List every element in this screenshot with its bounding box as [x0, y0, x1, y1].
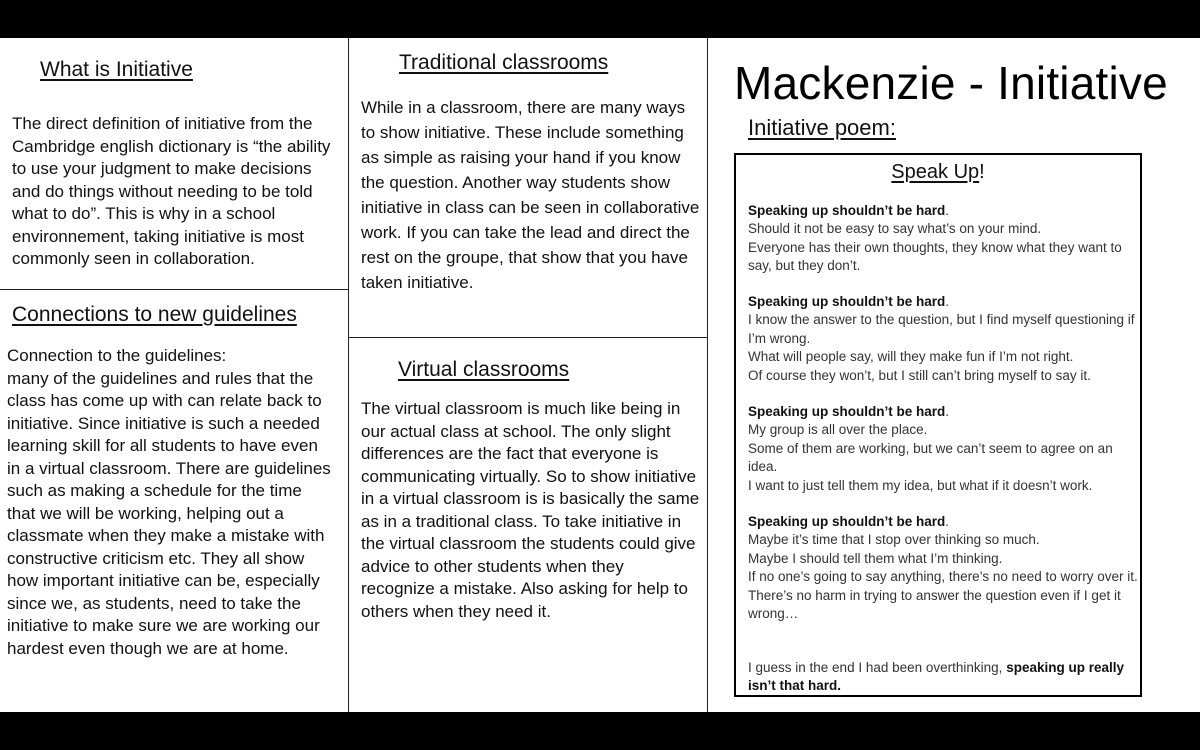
virtual-classrooms-panel	[348, 337, 708, 712]
poem-stanza-4	[748, 513, 1138, 623]
poem-label: Initiative poem:	[748, 115, 896, 140]
connections-heading: Connections to new guidelines	[12, 303, 297, 326]
poem-final-line	[748, 659, 1138, 696]
poem-line: Some of them are working, but we can’t seem to agree on an idea.	[748, 440, 1113, 475]
what-is-initiative-panel	[0, 38, 349, 290]
stanza-2-refrain	[748, 293, 1138, 311]
final-plain: I guess in the end I had been overthinking,	[748, 660, 1007, 675]
connections-text	[7, 345, 332, 660]
final-bold: speaking up really isn’t that hard.	[748, 660, 1124, 694]
refrain-punct: .	[945, 404, 950, 419]
virtual-classrooms-text: The virtual classroom is much like being in our actual class at school. The only slight differences are the fact that everyone is communicating virtually. So to show initiative in a virtual classroom is is basically the same as in a traditional class. To take initiative in the virtual classroom the students could give advice to other students when they recognize a mistake. Also asking for help to others when they need it.	[361, 399, 700, 621]
poem-line: Of course they won’t, but I still can’t bring myself to say it.	[748, 367, 1091, 383]
page-title: Mackenzie - Initiative	[734, 57, 1168, 109]
poem-box	[734, 153, 1142, 697]
what-is-initiative-text: The direct definition of initiative from the Cambridge english dictionary is “the ability to use your judgment to make decisions and do things without needing to be told what to do”. This is why in a school environnement, taking initiative is most commonly seen in collaboration.	[12, 114, 331, 268]
refrain-text: Speaking up shouldn’t be hard	[748, 514, 946, 529]
poem-line: What will people say, will they make fun if I’m not right.	[748, 349, 1074, 365]
poem-panel	[707, 38, 1200, 712]
poem-final-stanza	[748, 659, 1138, 696]
connections-panel	[0, 289, 349, 712]
poem-stanza-1	[748, 202, 1138, 276]
connections-intro: Connection to the guidelines:	[7, 346, 227, 365]
poem-line: Everyone has their own thoughts, they know what they want to say, but they don’t.	[748, 239, 1122, 274]
slide	[0, 38, 1200, 712]
poem-line: My group is all over the place.	[748, 422, 928, 438]
refrain-text: Speaking up shouldn’t be hard	[748, 294, 946, 309]
stanza-4-refrain	[748, 513, 1138, 531]
stanza-3-refrain	[748, 403, 1138, 421]
what-is-initiative-heading: What is Initiative	[40, 58, 193, 81]
virtual-classrooms-heading: Virtual classrooms	[398, 358, 570, 381]
refrain-text: Speaking up shouldn’t be hard	[748, 203, 946, 218]
poem-line: Maybe it’s time that I stop over thinking so much.	[748, 532, 1040, 548]
refrain-text: Speaking up shouldn’t be hard	[748, 404, 946, 419]
poem-stanza-3	[748, 403, 1138, 495]
poem-line: There’s no harm in trying to answer the question even if I get it wrong…	[748, 587, 1121, 622]
poem-title-main: Speak Up	[891, 161, 980, 183]
traditional-classrooms-text: While in a classroom, there are many ways to show initiative. These include something as simple as raising your hand if you know the question. Another way students show initiative in class can be seen in collaborative work. If you can take the lead and direct the rest on the groupe, that show that you have taken initiative.	[361, 98, 700, 292]
traditional-classrooms-panel	[348, 38, 708, 338]
poem-line: Maybe I should tell them what I’m thinking.	[748, 550, 1003, 566]
traditional-classrooms-heading: Traditional classrooms	[399, 51, 609, 74]
connections-body: many of the guidelines and rules that the class has come up with can relate back to initiative. Since initiative is such a needed learning skill for all students to have even in a virtual classroom. There are guidelines such as making a schedule for the time that we will be working, helping out a classmate when they make a mistake with constructive criticism etc. They all show how important initiative can be, especially since we, as students, need to take the initiative to make sure we are working our hardest even though we are at home.	[7, 368, 331, 658]
refrain-punct: .	[945, 514, 950, 529]
poem-line: Should it not be easy to say what’s on your mind.	[748, 221, 1042, 237]
poem-line: I want to just tell them my idea, but what if it doesn’t work.	[748, 477, 1093, 493]
stanza-1-refrain	[748, 202, 1138, 220]
poem-stanza-2	[748, 293, 1138, 385]
poem-line: I know the answer to the question, but I find myself questioning if I’m wrong.	[748, 312, 1135, 346]
refrain-punct: .	[945, 203, 950, 218]
refrain-punct: .	[945, 294, 950, 309]
poem-title	[736, 161, 1140, 184]
poem-title-punct: !	[979, 161, 985, 183]
poem-line: If no one’s going to say anything, there’s no need to worry over it.	[748, 569, 1138, 585]
